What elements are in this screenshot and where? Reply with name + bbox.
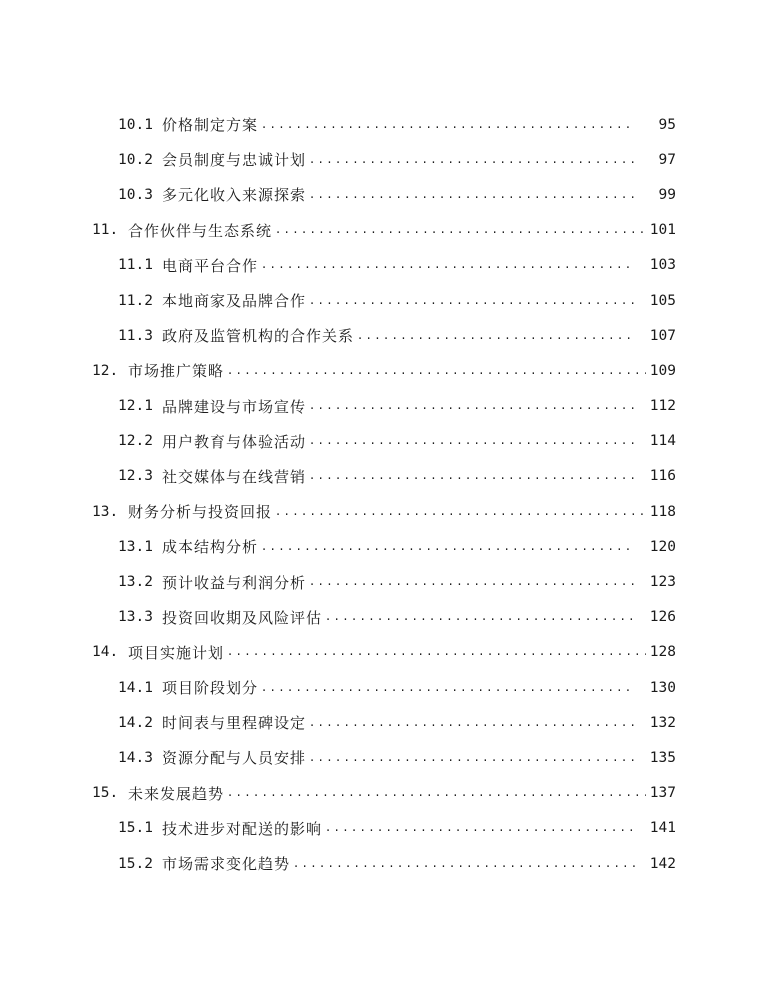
toc-entry-title: 市场推广策略: [128, 362, 225, 381]
toc-entry-page: 123: [649, 574, 676, 591]
toc-entry-title: 电商平台合作: [162, 256, 259, 275]
toc-entry[interactable]: [0, 389, 765, 424]
toc-dot-leader: [228, 363, 646, 379]
toc-entry[interactable]: [0, 811, 765, 846]
toc-entry-title: 多元化收入来源探索: [162, 186, 307, 205]
toc-entry-page: 99: [658, 186, 676, 203]
toc-dot-leader: [262, 257, 636, 273]
toc-dot-leader: [310, 187, 636, 203]
toc-entry-number: 11.1: [118, 257, 153, 274]
toc-dot-leader: [310, 750, 636, 766]
toc-entry[interactable]: [0, 740, 765, 775]
toc-entry-number: 15.1: [118, 820, 153, 837]
toc-entry-number: 11.3: [118, 327, 153, 344]
toc-entry-page: 141: [649, 820, 676, 837]
toc-entry-number: 13.2: [118, 574, 153, 591]
toc-entry-number: 15.: [92, 785, 119, 802]
toc-dot-leader: [228, 644, 646, 660]
toc-entry-number: 11.2: [118, 292, 153, 309]
toc-entry-title: 用户教育与体验活动: [162, 432, 307, 451]
toc-entry-number: 13.3: [118, 609, 153, 626]
toc-entry-page: 114: [649, 433, 676, 450]
toc-chapter-entry[interactable]: [0, 776, 765, 811]
toc-entry-number: 11.: [92, 222, 119, 239]
toc-entry-title: 会员制度与忠诚计划: [162, 151, 307, 170]
toc-entry-number: 12.: [92, 362, 119, 379]
toc-entry-page: 142: [649, 855, 676, 872]
toc-dot-leader: [358, 328, 636, 344]
toc-entry-page: 105: [649, 292, 676, 309]
toc-entry-number: 10.1: [118, 116, 153, 133]
toc-dot-leader: [262, 117, 636, 133]
toc-entry-title: 投资回收期及风险评估: [162, 608, 323, 627]
toc-dot-leader: [262, 539, 636, 555]
toc-entry-page: 128: [649, 644, 676, 661]
toc-entry-number: 10.3: [118, 186, 153, 203]
toc-entry-page: 135: [649, 749, 676, 766]
toc-dot-leader: [228, 785, 646, 801]
toc-entry-title: 时间表与里程碑设定: [162, 714, 307, 733]
toc-entry-page: 120: [649, 538, 676, 555]
toc-entry-page: 130: [649, 679, 676, 696]
toc-entry[interactable]: [0, 318, 765, 353]
toc-dot-leader: [276, 504, 646, 520]
toc-entry[interactable]: [0, 529, 765, 564]
toc-entry-number: 14.3: [118, 749, 153, 766]
toc-entry-number: 14.2: [118, 714, 153, 731]
toc-chapter-entry[interactable]: [0, 635, 765, 670]
toc-dot-leader: [310, 293, 636, 309]
toc-entry-page: 118: [649, 503, 676, 520]
toc-dot-leader: [276, 222, 646, 238]
toc-chapter-entry[interactable]: [0, 353, 765, 388]
toc-entry-page: 137: [649, 785, 676, 802]
toc-dot-leader: [310, 433, 636, 449]
toc-entry[interactable]: [0, 846, 765, 881]
toc-entry-page: 103: [649, 257, 676, 274]
toc-entry-page: 95: [658, 116, 676, 133]
toc-entry-page: 112: [649, 398, 676, 415]
toc-entry-number: 12.2: [118, 433, 153, 450]
toc-entry[interactable]: [0, 564, 765, 599]
toc-dot-leader: [262, 680, 636, 696]
toc-entry-title: 预计收益与利润分析: [162, 573, 307, 592]
toc-entry[interactable]: [0, 248, 765, 283]
toc-entry[interactable]: [0, 670, 765, 705]
toc-entry-page: 109: [649, 362, 676, 379]
toc-entry-page: 132: [649, 714, 676, 731]
toc-entry[interactable]: [0, 600, 765, 635]
toc-entry-title: 未来发展趋势: [128, 784, 225, 803]
toc-dot-leader: [310, 398, 636, 414]
toc-entry-number: 13.1: [118, 538, 153, 555]
toc-entry-title: 价格制定方案: [162, 116, 259, 135]
toc-entry[interactable]: [0, 107, 765, 142]
toc-entry[interactable]: [0, 283, 765, 318]
toc-entry-number: 14.: [92, 644, 119, 661]
toc-dot-leader: [310, 152, 636, 168]
toc-entry[interactable]: [0, 459, 765, 494]
toc-dot-leader: [326, 609, 636, 625]
toc-entry-title: 成本结构分析: [162, 538, 259, 557]
toc-dot-leader: [326, 820, 636, 836]
toc-entry-number: 12.1: [118, 398, 153, 415]
toc-chapter-entry[interactable]: [0, 494, 765, 529]
toc-dot-leader: [310, 715, 636, 731]
toc-entry-number: 15.2: [118, 855, 153, 872]
toc-entry-number: 13.: [92, 503, 119, 520]
toc-dot-leader: [310, 468, 636, 484]
toc-dot-leader: [294, 856, 636, 872]
toc-entry-title: 合作伙伴与生态系统: [128, 221, 273, 240]
toc-entry-page: 107: [649, 327, 676, 344]
toc-entry-number: 12.3: [118, 468, 153, 485]
toc-entry[interactable]: [0, 424, 765, 459]
toc-entry-page: 126: [649, 609, 676, 626]
toc-entry-title: 社交媒体与在线营销: [162, 467, 307, 486]
toc-entry-title: 技术进步对配送的影响: [162, 819, 323, 838]
toc-entry-page: 116: [649, 468, 676, 485]
toc-chapter-entry[interactable]: [0, 213, 765, 248]
toc-entry-title: 品牌建设与市场宣传: [162, 397, 307, 416]
toc-dot-leader: [310, 574, 636, 590]
toc-entry-title: 本地商家及品牌合作: [162, 292, 307, 311]
toc-entry-title: 财务分析与投资回报: [128, 503, 273, 522]
toc-entry-page: 97: [658, 151, 676, 168]
toc-entry-title: 政府及监管机构的合作关系: [162, 327, 355, 346]
table-of-contents: [0, 107, 765, 881]
toc-entry-number: 10.2: [118, 151, 153, 168]
toc-entry[interactable]: [0, 705, 765, 740]
toc-entry[interactable]: [0, 177, 765, 212]
toc-entry-title: 项目阶段划分: [162, 679, 259, 698]
toc-entry[interactable]: [0, 142, 765, 177]
toc-entry-title: 项目实施计划: [128, 643, 225, 662]
toc-entry-number: 14.1: [118, 679, 153, 696]
toc-entry-title: 资源分配与人员安排: [162, 749, 307, 768]
toc-entry-page: 101: [649, 222, 676, 239]
toc-entry-title: 市场需求变化趋势: [162, 855, 291, 874]
